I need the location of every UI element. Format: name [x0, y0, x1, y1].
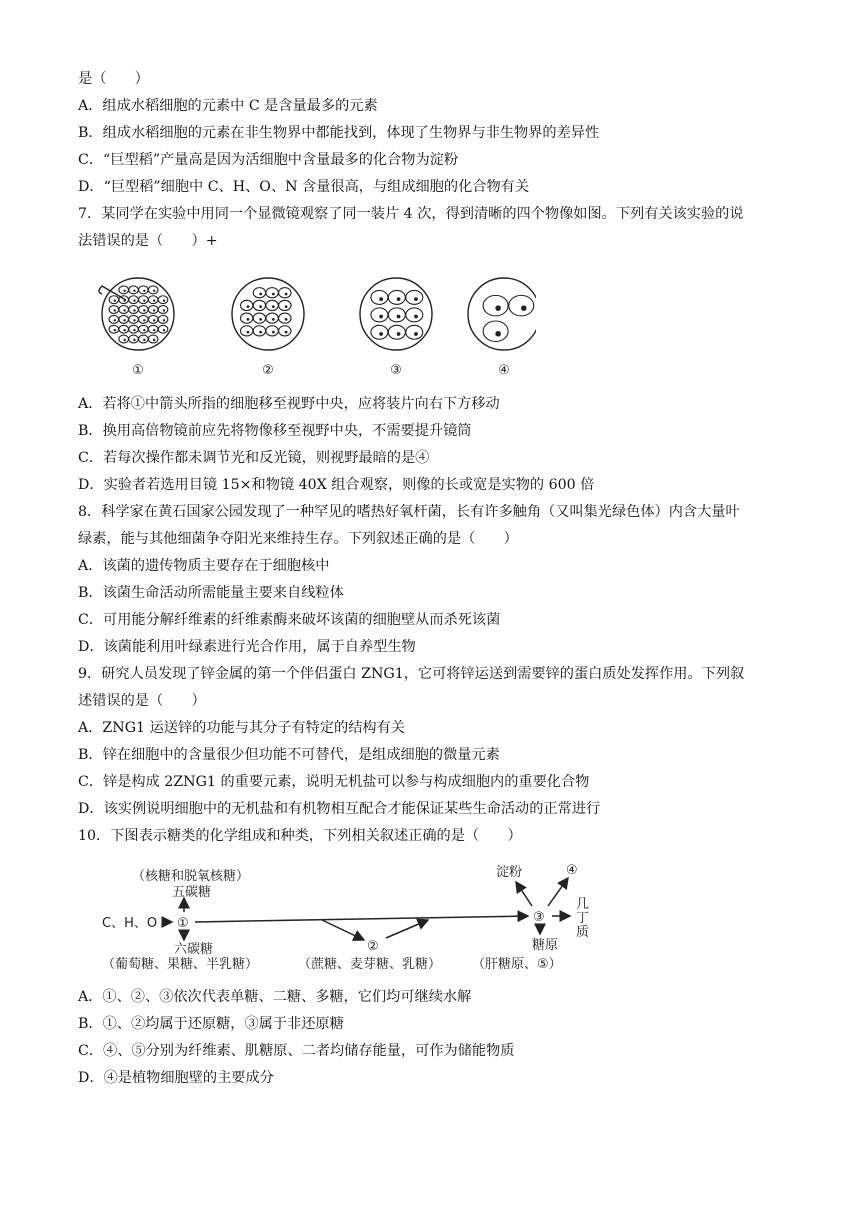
- cell: [129, 325, 139, 333]
- cell: [139, 286, 149, 294]
- cell-nucleus: [247, 305, 250, 308]
- option-a: A．组成水稻细胞的元素中 C 是含量最多的元素: [78, 98, 378, 114]
- cell-nucleus: [123, 339, 125, 341]
- cell: [371, 325, 388, 339]
- hexose-examples: （葡萄糖、果糖、半乳糖）: [102, 957, 259, 972]
- cell-nucleus: [521, 305, 527, 311]
- cell: [139, 315, 149, 323]
- cell-nucleus: [143, 290, 145, 292]
- cell: [109, 315, 119, 323]
- cell-nucleus: [114, 329, 116, 331]
- cell: [483, 321, 508, 342]
- cell: [406, 325, 423, 339]
- question-9-stem: 9．研究人员发现了锌金属的第一个伴侣蛋白 ZNG1，它可将锌运送到需要锌的蛋白质处发挥作用。下列叙: [78, 666, 745, 682]
- cell-nucleus: [133, 329, 135, 331]
- cell-nucleus: [143, 299, 145, 301]
- cell: [109, 296, 119, 304]
- pentose-label: 五碳糖: [172, 885, 212, 900]
- cell-nucleus: [379, 332, 383, 336]
- cell-nucleus: [247, 331, 250, 334]
- question-7-stem-cont: 法错误的是（ ）+: [78, 233, 218, 249]
- cell: [139, 306, 149, 314]
- cell-nucleus: [414, 297, 418, 301]
- disaccharide-examples: （蔗糖、麦芽糖、乳糖）: [298, 957, 442, 972]
- cell: [388, 325, 405, 339]
- cell: [241, 326, 253, 336]
- view-label-4: ④: [498, 363, 510, 378]
- carbohydrate-diagram: [92, 850, 600, 974]
- cell: [388, 308, 405, 322]
- option-b: B．锌在细胞中的含量很少但功能不可替代，是组成细胞的微量元素: [78, 747, 500, 763]
- cell-nucleus: [272, 305, 275, 308]
- cell: [119, 325, 129, 333]
- cell-nucleus: [397, 332, 401, 336]
- cell-nucleus: [143, 329, 145, 331]
- cell: [158, 315, 168, 323]
- cell-nucleus: [495, 305, 501, 311]
- cell: [158, 306, 168, 314]
- cell: [279, 300, 291, 310]
- cell-nucleus: [163, 299, 165, 301]
- node-2: ②: [367, 939, 379, 954]
- cell: [109, 325, 119, 333]
- cell-nucleus: [153, 299, 155, 301]
- option-d: D．该菌能利用叶绿素进行光合作用，属于自养型生物: [78, 639, 416, 655]
- chitin-label: [576, 897, 589, 940]
- cell-nucleus: [114, 299, 116, 301]
- cell: [119, 335, 129, 343]
- cell: [158, 325, 168, 333]
- node-1: ①: [177, 916, 189, 931]
- option-b: B．换用高倍物镜前应先将物像移至视野中央，不需要提升镜筒: [78, 423, 472, 439]
- cell: [158, 296, 168, 304]
- cell: [139, 335, 149, 343]
- cell-nucleus: [133, 319, 135, 321]
- cell-nucleus: [259, 331, 262, 334]
- cell-nucleus: [495, 331, 501, 337]
- option-d: D．④是植物细胞壁的主要成分: [78, 1070, 274, 1086]
- cell: [253, 313, 265, 323]
- cell-nucleus: [379, 297, 383, 301]
- cell: [279, 313, 291, 323]
- cell: [406, 290, 423, 304]
- option-d: D．实验者若选用目镜 15×和物镜 40X 组合观察，则像的长或宽是实物的 600 倍: [78, 477, 595, 493]
- cell: [129, 296, 139, 304]
- option-d: D．该实例说明细胞中的无机盐和有机物相互配合才能保证某些生命活动的正常进行: [78, 801, 601, 817]
- cell-nucleus: [123, 329, 125, 331]
- option-b: B．该菌生命活动所需能量主要来自线粒体: [78, 585, 344, 601]
- cell: [241, 313, 253, 323]
- elements-label: C、H、O: [102, 916, 158, 931]
- cell: [266, 313, 278, 323]
- cell-nucleus: [123, 290, 125, 292]
- cell-nucleus: [143, 339, 145, 341]
- view-3-cells: [371, 290, 423, 339]
- cell-nucleus: [259, 293, 262, 296]
- option-c: C．锌是构成 2ZNG1 的重要元素，说明无机盐可以参与构成细胞内的重要化合物: [78, 774, 590, 790]
- cell-nucleus: [153, 339, 155, 341]
- cell-nucleus: [397, 297, 401, 301]
- view-label-1: ①: [132, 363, 144, 378]
- cell: [253, 326, 265, 336]
- cell: [129, 286, 139, 294]
- cell-nucleus: [133, 290, 135, 292]
- cell: [371, 290, 388, 304]
- cell: [119, 286, 129, 294]
- cell: [148, 286, 158, 294]
- question-8-stem: 8．科学家在黄石国家公园发现了一种罕见的嗜热好氧杆菌，长有许多触角（又叫集光绿色体）内含大量叶: [78, 504, 740, 520]
- cell: [109, 306, 119, 314]
- option-a: A．若将①中箭头所指的细胞移至视野中央，应将装片向右下方移动: [78, 396, 500, 412]
- cell-nucleus: [133, 309, 135, 311]
- cell: [266, 326, 278, 336]
- cell-nucleus: [153, 319, 155, 321]
- option-b: B．①、②均属于还原糖，③属于非还原糖: [78, 1016, 344, 1032]
- text-line: 是（ ）: [78, 71, 149, 87]
- cell-nucleus: [114, 319, 116, 321]
- option-a: A．该菌的遗传物质主要存在于细胞核中: [78, 558, 330, 574]
- cell-nucleus: [143, 309, 145, 311]
- starch-label: 淀粉: [496, 865, 523, 880]
- option-c: C．“巨型稻”产量高是因为活细胞中含量最多的化合物为淀粉: [78, 152, 459, 168]
- cell: [148, 306, 158, 314]
- cell: [253, 300, 265, 310]
- chitin-char: 几: [576, 897, 590, 912]
- cell-nucleus: [285, 293, 288, 296]
- option-b: B．组成水稻细胞的元素在非生物界中都能找到，体现了生物界与非生物界的差异性: [78, 125, 600, 141]
- cell-nucleus: [259, 305, 262, 308]
- cell-nucleus: [259, 318, 262, 321]
- cell-nucleus: [153, 329, 155, 331]
- cell-nucleus: [114, 309, 116, 311]
- question-7-stem: 7．某同学在实验中用同一个显微镜观察了同一装片 4 次，得到清晰的四个物像如图。下列有关该实验的说: [78, 206, 744, 222]
- cell: [388, 290, 405, 304]
- question-8-stem-cont: 绿素，能与其他细菌争夺阳光来维持生存。下列叙述正确的是（ ）: [78, 531, 518, 547]
- question-10-stem: 10．下图表示糖类的化学组成和种类，下列相关叙述正确的是（ ）: [78, 828, 522, 844]
- cell: [148, 325, 158, 333]
- cell-nucleus: [163, 309, 165, 311]
- cell-nucleus: [285, 318, 288, 321]
- cell: [139, 296, 149, 304]
- cell: [129, 315, 139, 323]
- node-4: ④: [566, 863, 578, 878]
- cell: [148, 296, 158, 304]
- view-2-cells: [241, 288, 292, 336]
- cell-nucleus: [133, 339, 135, 341]
- cell: [148, 335, 158, 343]
- cell: [119, 306, 129, 314]
- cell: [406, 308, 423, 322]
- option-d: D．“巨型稻”细胞中 C、H、O、N 含量很高，与组成细胞的化合物有关: [78, 179, 530, 195]
- node-3: ③: [533, 910, 545, 925]
- glycogen-examples: （肝糖原、⑤）: [472, 957, 562, 972]
- view-label-3: ③: [390, 363, 402, 378]
- cell: [129, 335, 139, 343]
- cell: [253, 288, 265, 298]
- question-9-stem-cont: 述错误的是（ ）: [78, 693, 206, 709]
- pentose-examples: （核糖和脱氧核糖）: [132, 869, 250, 884]
- view-4-cells: [483, 295, 534, 341]
- cell-nucleus: [133, 299, 135, 301]
- cell: [266, 288, 278, 298]
- cell: [241, 300, 253, 310]
- option-c: C．可用能分解纤维素的纤维素酶来破坏该菌的细胞壁从而杀死该菌: [78, 612, 501, 628]
- option-c: C．若每次操作都未调节光和反光镜，则视野最暗的是④: [78, 450, 430, 466]
- cell-nucleus: [379, 315, 383, 319]
- cell-nucleus: [153, 309, 155, 311]
- cell-nucleus: [123, 319, 125, 321]
- glycogen-label: 糖原: [532, 938, 559, 953]
- cell-nucleus: [123, 309, 125, 311]
- cell-nucleus: [285, 331, 288, 334]
- cell: [279, 326, 291, 336]
- option-c: C．④、⑤分别为纤维素、肌糖原、二者均储存能量，可作为储能物质: [78, 1043, 515, 1059]
- cell: [139, 325, 149, 333]
- cell: [266, 300, 278, 310]
- cell-nucleus: [414, 315, 418, 319]
- cell-nucleus: [272, 331, 275, 334]
- cell-nucleus: [143, 319, 145, 321]
- cell-nucleus: [414, 332, 418, 336]
- chitin-char: 丁: [576, 911, 590, 926]
- cell: [483, 295, 508, 316]
- cell: [279, 288, 291, 298]
- option-a: A．①、②、③依次代表单糖、二糖、多糖，它们均可继续水解: [78, 989, 472, 1005]
- cell-nucleus: [247, 318, 250, 321]
- view-label-2: ②: [262, 363, 274, 378]
- cell: [509, 295, 534, 316]
- cell: [119, 315, 129, 323]
- microscope-views-figure: [96, 272, 536, 380]
- cell-nucleus: [163, 319, 165, 321]
- cell-nucleus: [163, 329, 165, 331]
- cell-nucleus: [272, 318, 275, 321]
- option-a: A．ZNG1 运送锌的功能与其分子有特定的结构有关: [78, 720, 405, 736]
- cell: [129, 306, 139, 314]
- cell: [148, 315, 158, 323]
- cell-nucleus: [272, 293, 275, 296]
- hexose-label: 六碳糖: [174, 942, 214, 957]
- chitin-char: 质: [576, 925, 590, 940]
- cell-nucleus: [397, 315, 401, 319]
- cell-nucleus: [285, 305, 288, 308]
- cell: [371, 308, 388, 322]
- cell-nucleus: [153, 290, 155, 292]
